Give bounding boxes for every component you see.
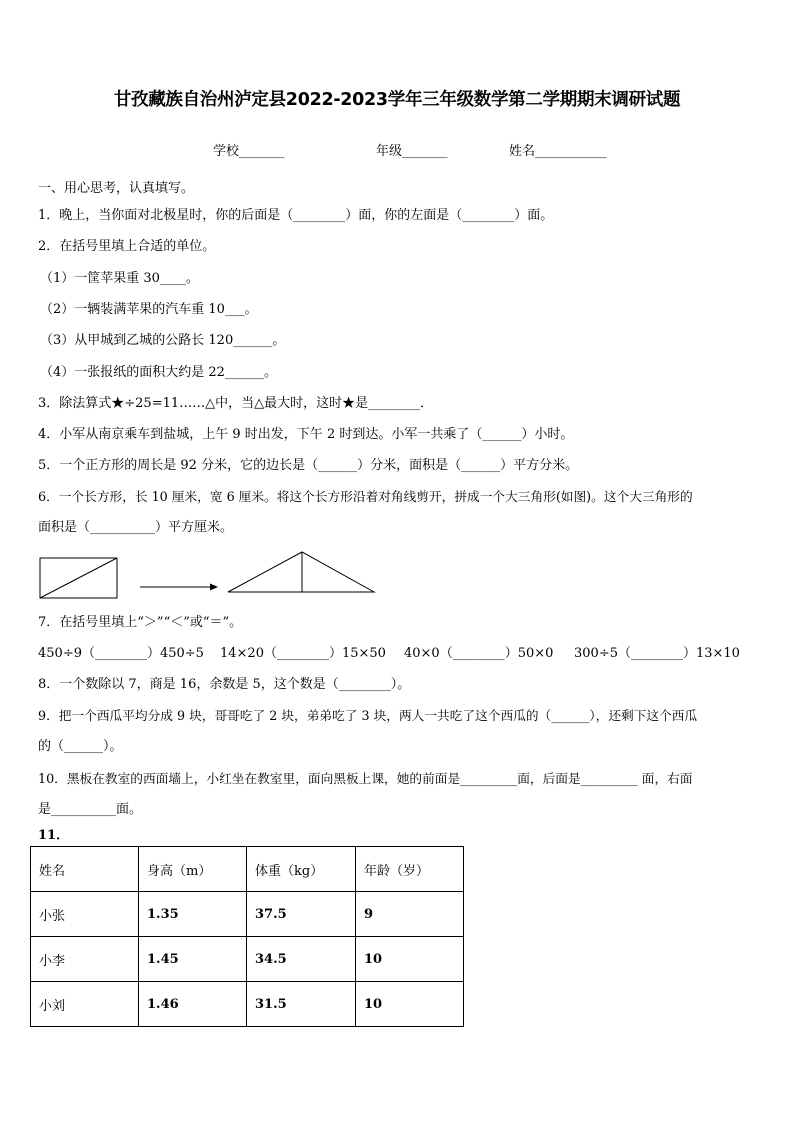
table-row [31,892,464,937]
table-cell: 1.46 [139,982,247,1027]
table-cell: 1.35 [139,892,247,937]
question-3: 3．除法算式★÷25=11……△中，当△最大时，这时★是________． [38,396,434,411]
table-cell: 1.45 [139,937,247,982]
school-field: 学校_______ [213,144,285,159]
table-header-cell: 年龄（岁） [356,847,464,892]
question-7-item: 14×20（________）15×50 [220,646,386,661]
question-6-line1: 6．一个长方形，长 10 厘米，宽 6 厘米。将这个长方形沿着对角线剪开，拼成一个大三角形(如图)。这个大三角形的 [38,489,693,504]
table-cell: 34.5 [247,937,356,982]
table-cell: 小刘 [31,982,139,1027]
question-1: 1．晚上，当你面对北极星时，你的后面是（________）面，你的左面是（________）面。 [38,208,554,223]
table-header-row [31,847,464,892]
question-2-item: （2）一辆装满苹果的汽车重 10___。 [40,302,258,317]
table-cell: 31.5 [247,982,356,1027]
table-cell: 10 [356,982,464,1027]
rectangle-to-triangle-figure [30,548,380,604]
table-header-cell: 姓名 [31,847,139,892]
question-2-item: （1）一筐苹果重 30____。 [40,271,199,286]
question-10-line2: 是__________面。 [38,802,143,817]
rectangle-shape [40,558,117,598]
question-9-line1: 9．把一个西瓜平均分成 9 块，哥哥吃了 2 块，弟弟吃了 3 块，两人一共吃了这个西瓜的（______），还剩下这个西瓜 [38,708,698,723]
name-field: 姓名___________ [509,144,607,159]
question-7-item: 40×0（________）50×0 [404,646,554,661]
question-10-line1: 10．黑板在教室的西面墙上，小红坐在教室里，面向黑板上课，她的前面是_________面，后面是_________ 面，右面 [38,771,693,786]
student-data-table [30,846,464,1027]
question-2-item: （3）从甲城到乙城的公路长 120______。 [40,333,286,348]
question-6-line2: 面积是（__________）平方厘米。 [38,520,234,535]
question-5: 5．一个正方形的周长是 92 分米，它的边长是（______）分米，面积是（______）平方分米。 [38,458,579,473]
page-title: 甘孜藏族自治州泸定县2022-2023学年三年级数学第二学期期末调研试题 [113,90,681,110]
question-8: 8．一个数除以 7，商是 16，余数是 5，这个数是（________）。 [38,677,411,692]
table-cell: 9 [356,892,464,937]
table-cell: 小李 [31,937,139,982]
question-2-item: （4）一张报纸的面积大约是 22______。 [40,365,277,380]
question-11-label: 11． [38,828,70,843]
table-row [31,982,464,1027]
question-9-line2: 的（______）。 [38,739,123,754]
table-cell: 37.5 [247,892,356,937]
question-7-item: 450÷9（________）450÷5 [38,646,204,661]
question-7-stem: 7．在括号里填上“＞”“＜”或“＝”。 [38,615,243,630]
table-row [31,937,464,982]
question-2-stem: 2．在括号里填上合适的单位。 [38,239,216,254]
triangle-shape [228,552,374,592]
table-cell: 10 [356,937,464,982]
arrow-icon [140,584,218,591]
section-heading: 一、用心思考，认真填写。 [38,181,195,196]
question-7-item: 300÷5（________）13×10 [574,646,740,661]
table-cell: 小张 [31,892,139,937]
question-4: 4．小军从南京乘车到盐城，上午 9 时出发，下午 2 时到达。小军一共乘了（______）小时。 [38,427,574,442]
grade-field: 年级_______ [376,144,448,159]
table-header-cell: 身高（m） [139,847,247,892]
table-header-cell: 体重（kg） [247,847,356,892]
